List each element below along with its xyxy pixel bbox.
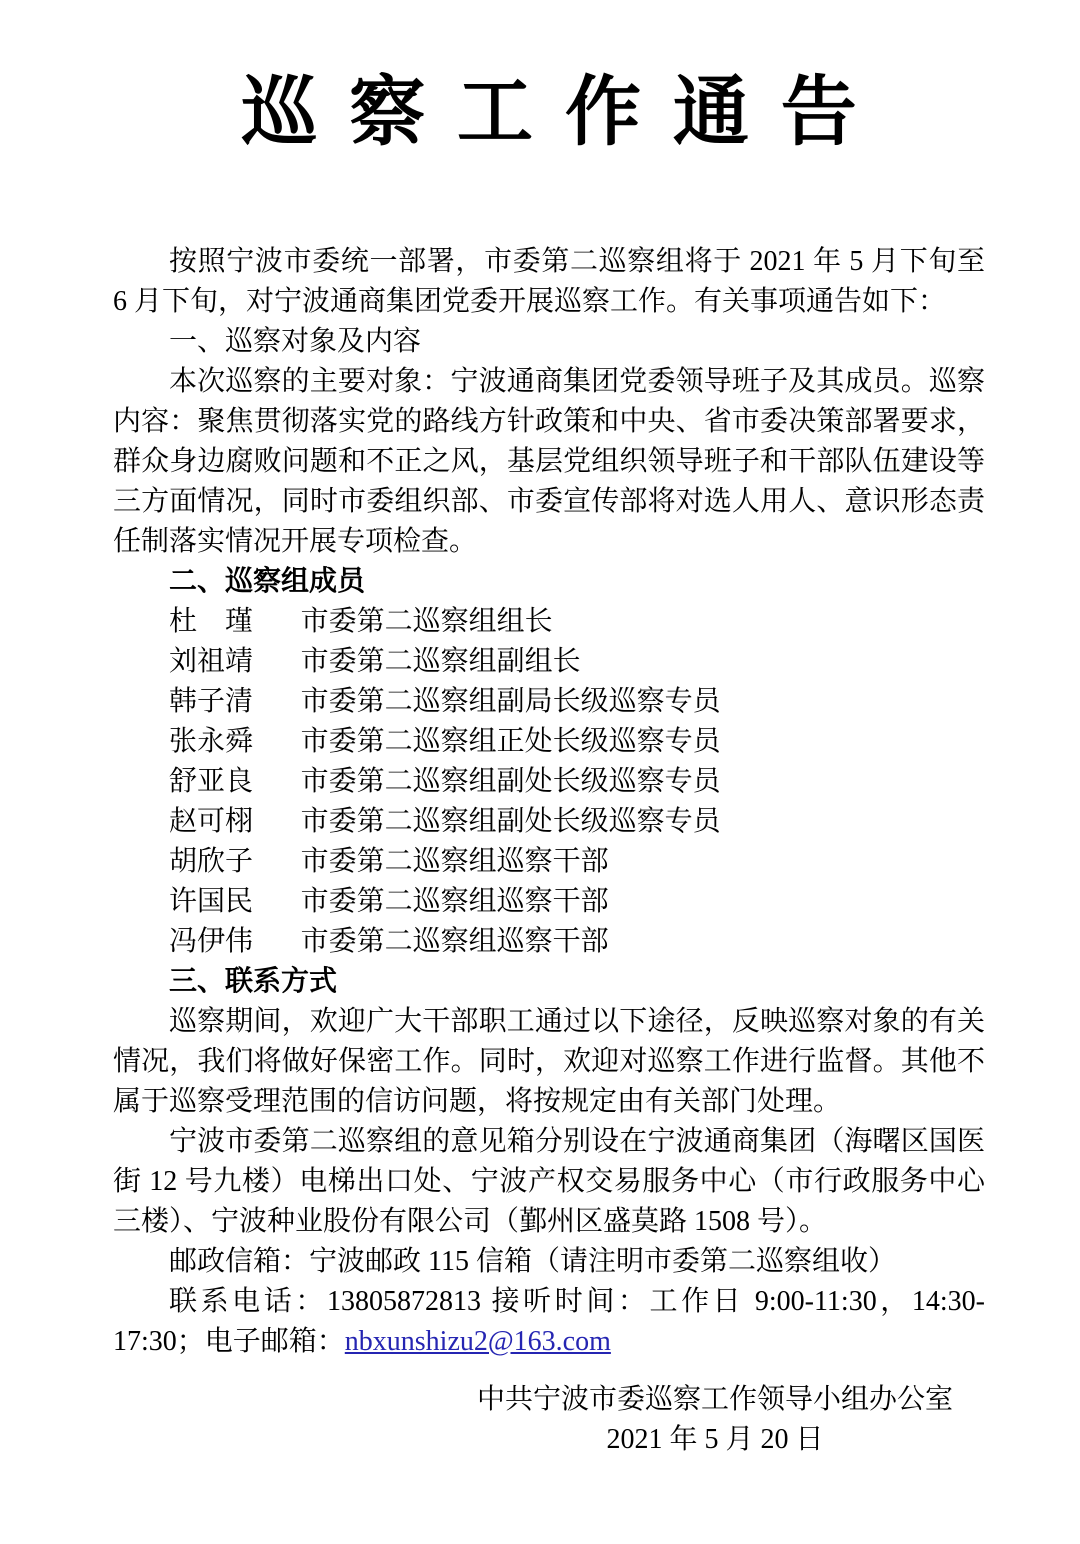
postal-box-line: 邮政信箱：宁波邮政 115 信箱（请注明市委第二巡察组收） bbox=[169, 1246, 896, 1277]
member-role: 市委第二巡察组副处长级巡察专员 bbox=[300, 806, 721, 837]
signature-block bbox=[477, 1380, 953, 1460]
section-1-paragraph: 本次巡察的主要对象：宁波通商集团党委领导班子及其成员。巡察内容：聚焦贯彻落实党的路线方针政策和中央、省市委决策部署要求，群众身边腐败问题和不正之风，基层党组织领导班子和干部队伍建设等三方面情况，同时市委组织部、市委宣传部将对选人用人、意识形态责任制落实情况开展专项检查。 bbox=[113, 366, 985, 557]
section-heading-3: 三、联系方式 bbox=[169, 966, 338, 997]
member-role: 市委第二巡察组正处长级巡察专员 bbox=[300, 726, 721, 757]
member-row bbox=[169, 642, 985, 682]
member-name: 杜 瑾 bbox=[169, 606, 254, 637]
member-role: 市委第二巡察组副处长级巡察专员 bbox=[300, 766, 721, 797]
member-row bbox=[169, 602, 985, 642]
date-line: 2021 年 5 月 20 日 bbox=[606, 1424, 824, 1455]
member-name: 刘祖靖 bbox=[169, 646, 254, 677]
member-name: 许国民 bbox=[169, 886, 254, 917]
intro-paragraph: 按照宁波市委统一部署，市委第二巡察组将于 2021 年 5 月下旬至 6 月下旬，对宁波通商集团党委开展巡察工作。有关事项通告如下： bbox=[113, 246, 985, 317]
member-name: 张永舜 bbox=[169, 726, 254, 757]
member-name: 冯伊伟 bbox=[169, 926, 254, 957]
member-list bbox=[113, 602, 985, 962]
member-row bbox=[169, 762, 985, 802]
member-role: 市委第二巡察组巡察干部 bbox=[300, 926, 609, 957]
section-heading-2: 二、巡察组成员 bbox=[169, 566, 366, 597]
page-title: 巡察工作通告 bbox=[241, 71, 889, 155]
member-row bbox=[169, 842, 985, 882]
member-name: 舒亚良 bbox=[169, 766, 254, 797]
section-heading-1: 一、巡察对象及内容 bbox=[169, 326, 422, 357]
member-row bbox=[169, 722, 985, 762]
member-row bbox=[169, 802, 985, 842]
member-role: 市委第二巡察组巡察干部 bbox=[300, 846, 609, 877]
member-row bbox=[169, 922, 985, 962]
member-row bbox=[169, 882, 985, 922]
phone-email-text: 联系电话：13805872813 接听时间：工作日 9:00-11:30，14:30-17:30；电子邮箱： bbox=[113, 1286, 985, 1357]
member-name: 赵可栩 bbox=[169, 806, 254, 837]
signature-line: 中共宁波市委巡察工作领导小组办公室 bbox=[476, 1384, 953, 1415]
member-role: 市委第二巡察组副局长级巡察专员 bbox=[300, 686, 721, 717]
member-role: 市委第二巡察组巡察干部 bbox=[300, 886, 609, 917]
member-name: 胡欣子 bbox=[169, 846, 254, 877]
contact-intro-paragraph: 巡察期间，欢迎广大干部职工通过以下途径，反映巡察对象的有关情况，我们将做好保密工作。同时，欢迎对巡察工作进行监督。其他不属于巡察受理范围的信访问题，将按规定由有关部门处理。 bbox=[113, 1006, 985, 1117]
member-role: 市委第二巡察组组长 bbox=[300, 606, 553, 637]
member-row bbox=[169, 682, 985, 722]
phone-email-line bbox=[113, 1282, 985, 1362]
mailbox-locations-paragraph: 宁波市委第二巡察组的意见箱分别设在宁波通商集团（海曙区国医街 12 号九楼）电梯出口处、宁波产权交易服务中心（市行政服务中心三楼）、宁波种业股份有限公司（鄞州区盛莫路 1508 号）。 bbox=[113, 1126, 985, 1237]
member-name: 韩子清 bbox=[169, 686, 254, 717]
member-role: 市委第二巡察组副组长 bbox=[300, 646, 581, 677]
email-link[interactable]: nbxunshizu2@163.com bbox=[344, 1326, 611, 1357]
notice-body bbox=[113, 242, 985, 1460]
